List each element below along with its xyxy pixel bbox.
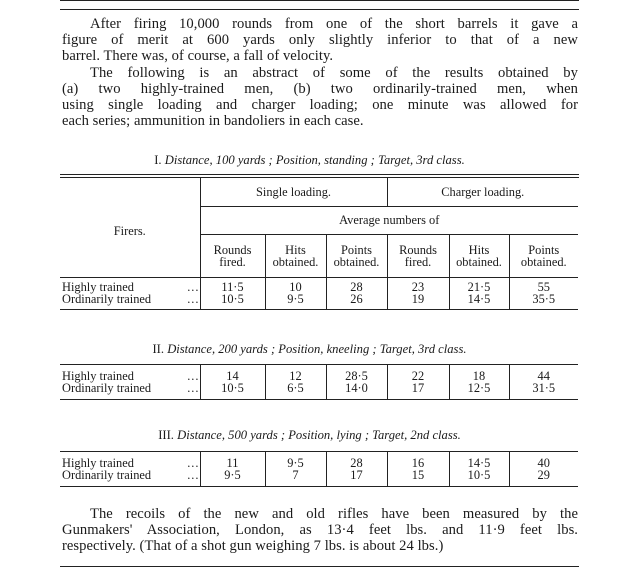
value-cell: 28 26 — [326, 277, 387, 309]
value-cell: 23 19 — [387, 277, 449, 309]
text-line: using single loading and charger loading; one minute was allowed for — [62, 96, 578, 113]
value-cell: 28·5 14·0 — [326, 365, 387, 400]
value-cell: 11·5 10·5 — [200, 277, 265, 309]
text-line: The following is an abstract of some of the results obtained by — [90, 64, 578, 81]
section-number: III. — [158, 428, 174, 442]
top-rule — [60, 0, 579, 1]
bottom-rule — [60, 566, 579, 567]
section-caption — [0, 153, 619, 168]
section-caption-text: Distance, 100 yards ; Position, standing ; Target, 3rd class. — [164, 153, 465, 167]
leader-dots: ... — [187, 292, 200, 306]
value-cell: 9·5 7 — [265, 452, 326, 487]
results-table-3 — [60, 451, 578, 487]
value-cell: 44 31·5 — [509, 365, 578, 400]
value-cell: 16 15 — [387, 452, 449, 487]
leader-dots: ... — [187, 280, 200, 294]
outro-paragraph — [62, 506, 578, 555]
value-cell: 12 6·5 — [265, 365, 326, 400]
leader-dots: ... — [187, 456, 200, 470]
firers-header: Firers. — [113, 224, 146, 239]
firer-name: Highly trained — [62, 280, 134, 294]
col-header-hits-charger: Hits obtained. — [449, 234, 509, 277]
section-caption — [0, 428, 619, 443]
section-caption — [0, 342, 619, 357]
value-cell: 10 9·5 — [265, 277, 326, 309]
firer-name: Highly trained — [62, 456, 134, 470]
value-cell: 40 29 — [509, 452, 578, 487]
intro-paragraph — [62, 16, 578, 129]
table-top-rule — [60, 174, 579, 175]
text-line: The recoils of the new and old rifles have been measured by the — [90, 506, 578, 522]
value-cell: 18 12·5 — [449, 365, 509, 400]
section-number: II. — [152, 342, 165, 356]
section-caption-text: Distance, 200 yards ; Position, kneeling ; Target, 3rd class. — [167, 342, 467, 356]
firer-name: Ordinarily trained — [62, 468, 152, 482]
text-line: each series; ammunition in bandoliers in each case. — [62, 113, 364, 130]
col-header-rounds-charger: Rounds fired. — [387, 234, 449, 277]
firer-cell — [60, 452, 200, 487]
col-header-points-single: Points obtained. — [326, 234, 387, 277]
single-loading-header: Single loading. — [200, 178, 387, 206]
top-rule-lower — [60, 9, 579, 10]
firer-name: Ordinarily trained — [62, 381, 152, 395]
average-numbers-header: Average numbers of — [200, 206, 578, 234]
value-cell: 28 17 — [326, 452, 387, 487]
section-caption-text: Distance, 500 yards ; Position, lying ; Target, 2nd class. — [177, 428, 461, 442]
charger-loading-header: Charger loading. — [387, 178, 578, 206]
value-cell: 14·5 10·5 — [449, 452, 509, 487]
firer-cell — [60, 277, 200, 309]
value-cell: 22 17 — [387, 365, 449, 400]
leader-dots: ... — [187, 369, 200, 383]
firer-cell — [60, 365, 200, 400]
value-cell: 14 10·5 — [200, 365, 265, 400]
text-line: figure of merit at 600 yards only slightly inferior to that of a new — [62, 32, 578, 49]
leader-dots: ... — [187, 381, 200, 395]
firer-name: Highly trained — [62, 369, 134, 383]
col-header-points-charger: Points obtained. — [509, 234, 578, 277]
leader-dots: ... — [187, 468, 200, 482]
text-line: (a) two highly-trained men, (b) two ordinarily-trained men, when — [62, 80, 578, 97]
text-line: After firing 10,000 rounds from one of the short barrels it gave a — [90, 16, 578, 32]
value-cell: 11 9·5 — [200, 452, 265, 487]
col-header-hits-single: Hits obtained. — [265, 234, 326, 277]
value-cell: 55 35·5 — [509, 277, 578, 309]
firer-name: Ordinarily trained — [62, 292, 152, 306]
results-table-1 — [60, 178, 578, 310]
text-line: Gunmakers' Association, London, as 13·4 feet lbs. and 11·9 feet lbs. — [62, 522, 578, 539]
value-cell: 21·5 14·5 — [449, 277, 509, 309]
results-table-2 — [60, 364, 578, 400]
text-line: respectively. (That of a shot gun weighing 7 lbs. is about 24 lbs.) — [62, 538, 444, 555]
text-line: barrel. There was, of course, a fall of velocity. — [62, 48, 334, 65]
col-header-rounds-single: Rounds fired. — [200, 234, 265, 277]
section-number: I. — [154, 153, 162, 167]
